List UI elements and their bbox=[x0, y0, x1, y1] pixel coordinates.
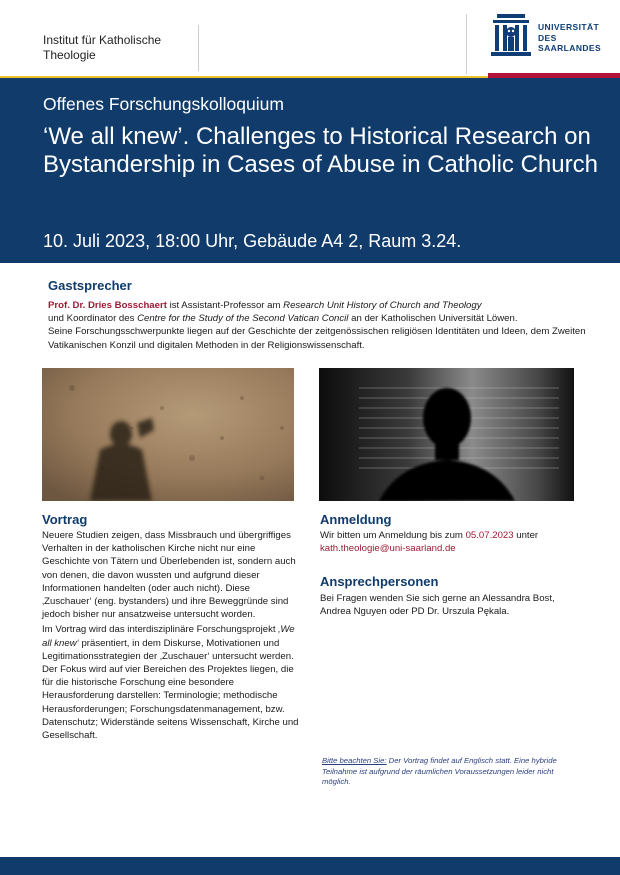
vortrag-body bbox=[42, 529, 302, 742]
shadow-photo bbox=[42, 368, 294, 501]
footer-bar bbox=[0, 857, 620, 875]
speaker-heading: Gastsprecher bbox=[48, 278, 132, 293]
event-type: Offenes Forschungskolloquium bbox=[43, 94, 284, 114]
anmeldung-heading: Anmeldung bbox=[320, 512, 392, 527]
registration-email-link[interactable]: kath.theologie@uni-saarland.de bbox=[320, 543, 456, 555]
research-unit-name: Research Unit History of Church and Theology bbox=[283, 300, 482, 311]
speaker-name: Prof. Dr. Dries Bosschaert bbox=[48, 300, 167, 311]
logo-line-3: SAARLANDES bbox=[538, 43, 602, 53]
note-text: Der Vortrag findet auf Englisch statt. Eine hybride Teilnahme ist aufgrund der räumlichen Voraussetzungen leider nicht möglich. bbox=[322, 756, 557, 787]
university-seal-icon bbox=[489, 12, 533, 58]
bio-text-2: und Koordinator des bbox=[48, 313, 138, 325]
event-date-location: 10. Juli 2023, 18:00 Uhr, Gebäude A4 2, Raum 3.24. bbox=[43, 231, 462, 251]
vortrag-paragraph-1: Neuere Studien zeigen, dass Missbrauch und übergriffiges Verhalten in der katholischen Kirche nicht nur eine Geschichte von Tätern und Überlebenden ist, sondern auch von denen, die davon wussten und aufgrund dieser Informationen handelten (oder auch nicht). Diese ‚Zuschauer‘ (eng. bystanders) und ihre Beweggründe sind jedoch bisher nur ansatzweise untersucht worden. bbox=[42, 530, 296, 621]
bio-text-1: ist Assistant-Professor am bbox=[166, 300, 284, 311]
anmeldung-text-2: unter bbox=[513, 530, 539, 541]
institute-line-2: Theologie bbox=[43, 48, 96, 62]
note-label: Bitte beachten Sie: bbox=[322, 756, 387, 765]
speaker-section bbox=[48, 278, 588, 352]
anmeldung-text-1: Wir bitten um Anmeldung bis zum bbox=[320, 530, 466, 541]
logo-divider bbox=[466, 14, 467, 74]
contacts-heading: Ansprechpersonen bbox=[320, 574, 439, 589]
contacts-body: Bei Fragen wenden Sie sich gerne an Alessandra Bost, Andrea Nguyen oder PD Dr. Urszula Pękala. bbox=[320, 593, 555, 618]
logo-line-2: DES bbox=[538, 32, 557, 43]
silhouette-photo bbox=[319, 368, 574, 501]
registration-deadline: 05.07.2023 bbox=[465, 530, 514, 541]
bio-text-4: Seine Forschungsschwerpunkte liegen auf der Geschichte der zeitgenössischen religiösen Identitäten und Ideen, dem Zweiten Vatikanischen Konzil und digitalen Methoden in der Religionswissenschaft. bbox=[48, 326, 586, 351]
logo-line-1: UNIVERSITÄT bbox=[538, 22, 600, 32]
event-title: ‘We all knew’. Challenges to Historical Research on Bystandership in Cases of Abuse in Catholic Church bbox=[43, 123, 598, 178]
centre-name: Centre for the Study of the Second Vatican Concil bbox=[137, 313, 349, 325]
project-name: ‚We all knew‘ bbox=[42, 624, 295, 649]
language-note bbox=[322, 756, 577, 788]
university-logo-text bbox=[538, 22, 601, 54]
speaker-bio bbox=[48, 299, 588, 352]
institute-name bbox=[43, 33, 193, 63]
anmeldung-body bbox=[320, 529, 580, 555]
vortrag-p2-start: Im Vortrag wird das interdisziplinäre Forschungsprojekt bbox=[42, 624, 279, 636]
vortrag-heading: Vortrag bbox=[42, 512, 88, 527]
institute-line-1: Institut für Katholische bbox=[43, 33, 162, 47]
bio-text-3: an der Katholischen Universität Löwen. bbox=[348, 313, 518, 325]
vortrag-p2-rest: präsentiert, in dem Diskurse, Motivationen und Legitimationsstrategien der ‚Zuschauer‘ untersucht werden. Der Fokus wird auf vier Bereichen des Projektes liegen, die für die historische Forschung eine besondere Herausforderung darstellen: Terminologie; methodische Herausforderungen; Forschungsdatenmanagement, bzw. Datenschutz; Widerstände seitens Wissenschaft, Kirche und Gesellschaft. bbox=[42, 637, 299, 742]
header-divider bbox=[198, 25, 199, 71]
vortrag-paragraph-2 bbox=[42, 623, 302, 742]
